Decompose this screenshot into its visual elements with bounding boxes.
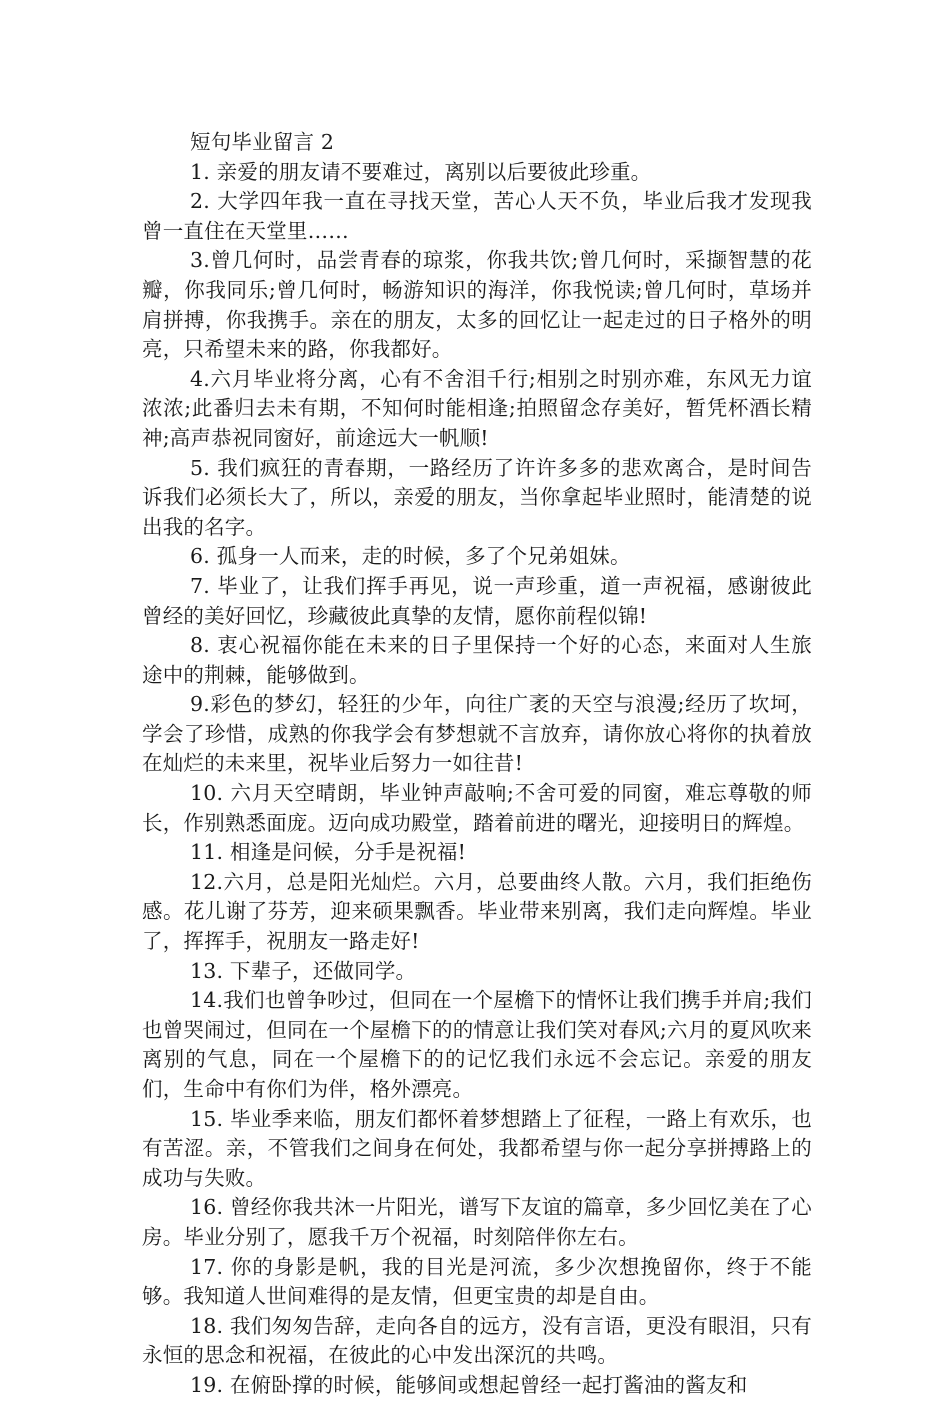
message-paragraph: 10. 六月天空晴朗，毕业钟声敲响;不舍可爱的同窗，难忘尊敬的师长，作别熟悉面庞。迈向成功殿堂，踏着前进的曙光，迎接明日的辉煌。 (142, 781, 812, 835)
message-paragraph: 8. 衷心祝福你能在未来的日子里保持一个好的心态，来面对人生旅途中的荆棘，能够做到。 (142, 633, 812, 687)
message-paragraph: 19. 在俯卧撑的时候，能够间或想起曾经一起打酱油的酱友和 (190, 1372, 748, 1397)
message-paragraph: 9.彩色的梦幻，轻狂的少年，向往广袤的天空与浪漫;经历了坎坷，学会了珍惜，成熟的你我学会有梦想就不言放弃，请你放心将你的执着放在灿烂的未来里，祝毕业后努力一如往昔! (142, 692, 812, 776)
message-paragraph: 13. 下辈子，还做同学。 (190, 958, 417, 983)
message-paragraph: 3.曾几何时，品尝青春的琼浆，你我共饮;曾几何时，采撷智慧的花瓣，你我同乐;曾几何时，畅游知识的海洋，你我悦读;曾几何时，草场并肩拼搏，你我携手。亲在的朋友，太多的回忆让一起走过的日子格外的明亮，只希望未来的路，你我都好。 (142, 248, 812, 362)
message-paragraph: 15. 毕业季来临，朋友们都怀着梦想踏上了征程，一路上有欢乐，也有苦涩。亲，不管我们之间身在何处，我都希望与你一起分享拼搏路上的成功与失败。 (142, 1106, 812, 1190)
message-paragraph: 14.我们也曾争吵过，但同在一个屋檐下的情怀让我们携手并肩;我们也曾哭闹过，但同在一个屋檐下的的情意让我们笑对春风;六月的夏风吹来离别的气息，同在一个屋檐下的的记忆我们永远不会忘记。亲爱的朋友们，生命中有你们为伴，格外漂亮。 (142, 988, 812, 1101)
message-paragraph: 12.六月，总是阳光灿烂。六月，总要曲终人散。六月，我们拒绝伤感。花儿谢了芬芳，迎来硕果飘香。毕业带来别离，我们走向辉煌。毕业了，挥挥手，祝朋友一路走好! (142, 869, 812, 954)
document-body (142, 128, 812, 1401)
message-paragraph: 7. 毕业了，让我们挥手再见，说一声珍重，道一声祝福，感谢彼此曾经的美好回忆，珍藏彼此真挚的友情，愿你前程似锦! (142, 573, 812, 628)
message-paragraph: 18. 我们匆匆告辞，走向各自的远方，没有言语，更没有眼泪，只有永恒的思念和祝福，在彼此的心中发出深沉的共鸣。 (142, 1313, 812, 1368)
message-paragraph: 4.六月毕业将分离，心有不舍泪千行;相别之时别亦难，东风无力谊浓浓;此番归去未有期，不知何时能相逢;拍照留念存美好，暂凭杯酒长精神;高声恭祝同窗好，前途远大一帆顺! (142, 366, 812, 450)
document-title: 短句毕业留言 2 (190, 130, 335, 154)
message-paragraph: 1. 亲爱的朋友请不要难过，离别以后要彼此珍重。 (190, 159, 652, 184)
message-paragraph: 17. 你的身影是帆，我的目光是河流，多少次想挽留你，终于不能够。我知道人世间难得的是友情，但更宝贵的却是自由。 (142, 1254, 812, 1309)
message-paragraph: 6. 孤身一人而来，走的时候，多了个兄弟姐妹。 (190, 544, 631, 569)
message-paragraph: 16. 曾经你我共沐一片阳光，谱写下友谊的篇章，多少回忆美在了心房。毕业分别了，愿我千万个祝福，时刻陪伴你左右。 (142, 1195, 812, 1249)
message-paragraph: 5. 我们疯狂的青春期，一路经历了许许多多的悲欢离合，是时间告诉我们必须长大了，所以，亲爱的朋友，当你拿起毕业照时，能清楚的说出我的名字。 (142, 455, 812, 539)
message-paragraph: 2. 大学四年我一直在寻找天堂，苦心人天不负，毕业后我才发现我曾一直住在天堂里…… (142, 189, 812, 243)
message-paragraph: 11. 相逢是问候，分手是祝福! (190, 840, 467, 865)
